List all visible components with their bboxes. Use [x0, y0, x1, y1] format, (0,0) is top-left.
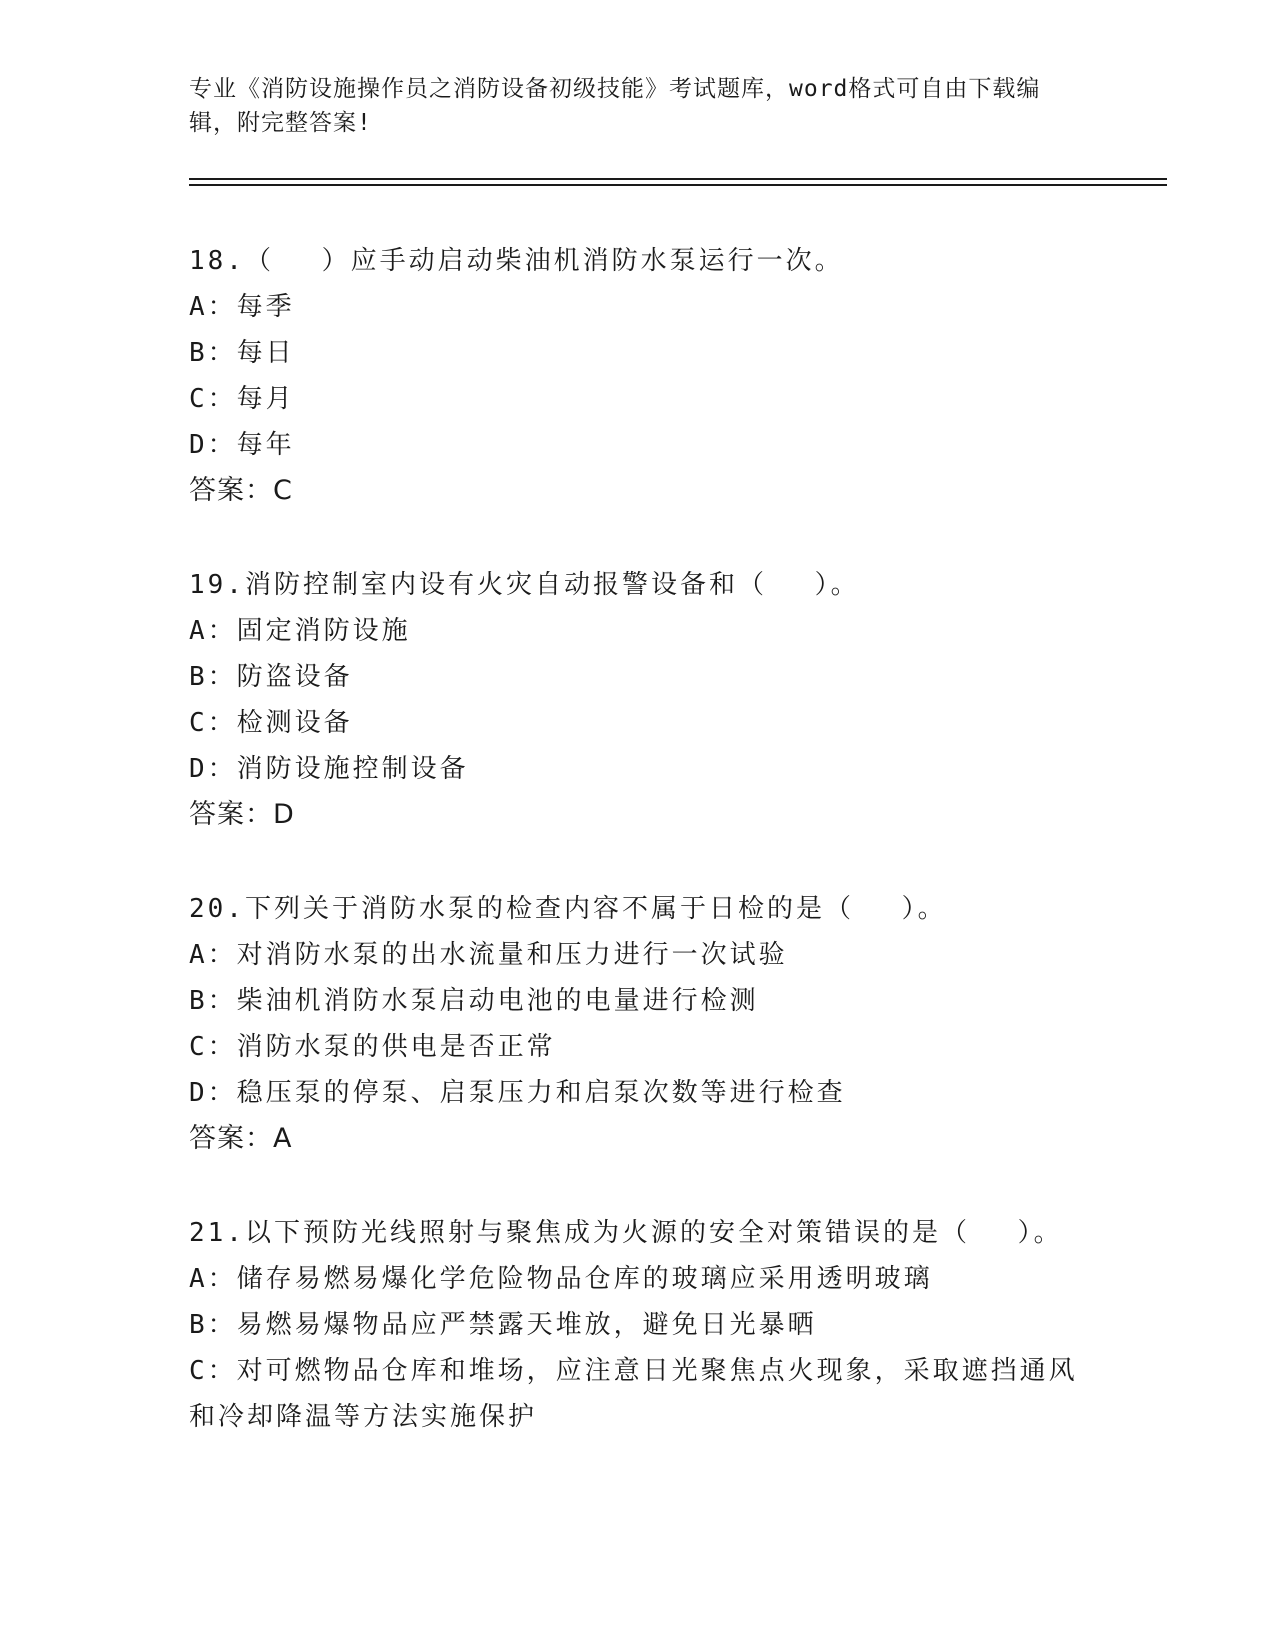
document-header: 专业《消防设施操作员之消防设备初级技能》考试题库，word格式可自由下载编辑，附完整答案! [189, 76, 1041, 136]
question-19 [189, 562, 1089, 838]
question-20 [189, 886, 1089, 1162]
question-text: 20.下列关于消防水泵的检查内容不属于日检的是（ ）。 [189, 894, 947, 924]
question-list [189, 238, 1089, 1488]
option-c: C：每月 [189, 384, 295, 414]
option-d: D：每年 [189, 430, 295, 460]
option-b: B：柴油机消防水泵启动电池的电量进行检测 [189, 986, 759, 1016]
option-c: C：消防水泵的供电是否正常 [189, 1032, 556, 1062]
option-d: D：稳压泵的停泵、启泵压力和启泵次数等进行检查 [189, 1078, 846, 1108]
question-21 [189, 1210, 1089, 1440]
option-b: B：易燃易爆物品应严禁露天堆放，避免日光暴晒 [189, 1310, 817, 1340]
header-divider-bottom [189, 184, 1167, 186]
question-text: 21.以下预防光线照射与聚焦成为火源的安全对策错误的是（ ）。 [189, 1218, 1063, 1248]
option-b: B：每日 [189, 338, 295, 368]
option-a: A：每季 [189, 292, 295, 322]
answer-line: 答案：A [189, 1123, 293, 1154]
header-divider-top [189, 178, 1167, 180]
option-c: C：对可燃物品仓库和堆场，应注意日光聚焦点火现象，采取遮挡通风和冷却降温等方法实施保护 [189, 1356, 1078, 1432]
option-b: B：防盗设备 [189, 662, 353, 692]
answer-line: 答案：D [189, 799, 295, 830]
question-text: 19.消防控制室内设有火灾自动报警设备和（ ）。 [189, 570, 860, 600]
option-a: A：固定消防设施 [189, 616, 411, 646]
question-18 [189, 238, 1089, 514]
option-d: D：消防设施控制设备 [189, 754, 469, 784]
option-a: A：储存易燃易爆化学危险物品仓库的玻璃应采用透明玻璃 [189, 1264, 933, 1294]
option-a: A：对消防水泵的出水流量和压力进行一次试验 [189, 940, 788, 970]
question-text: 18.（ ）应手动启动柴油机消防水泵运行一次。 [189, 246, 844, 276]
option-c: C：检测设备 [189, 708, 353, 738]
answer-line: 答案：C [189, 475, 293, 506]
